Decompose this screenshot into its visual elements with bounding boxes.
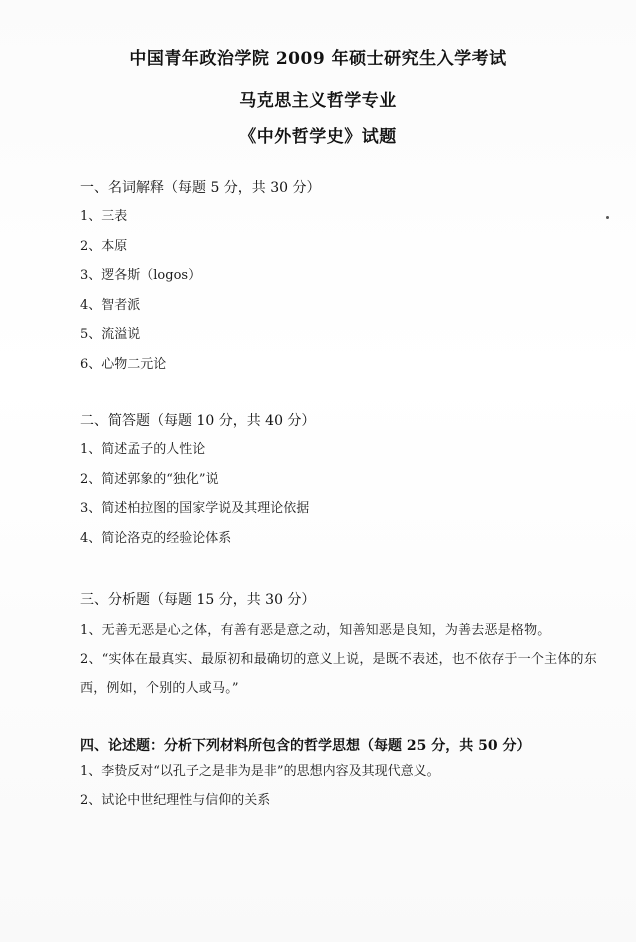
section-analysis <box>80 590 620 703</box>
question-item: 1、李贽反对“以孔子之是非为是非”的思想内容及其现代意义。 <box>80 764 440 779</box>
question-item: 6、心物二元论 <box>80 356 167 372</box>
question-item: 3、简述柏拉图的国家学说及其理论依据 <box>80 501 310 516</box>
question-item: 2、试论中世纪理性与信仰的关系 <box>80 793 271 808</box>
question-item: 1、三表 <box>80 209 128 224</box>
section-heading: 一、名词解释（每题 5 分，共 30 分） <box>80 180 321 196</box>
question-list <box>80 616 620 703</box>
exam-subject: 《中外哲学史》试题 <box>239 127 397 147</box>
question-item: 2、“实体在最真实、最原初和最确切的意义上说，是既不表述，也不依存于一个主体的东西，例如，个别的人或马。” <box>80 652 597 696</box>
scan-speck <box>606 216 609 219</box>
section-essay <box>80 736 620 820</box>
exam-major: 马克思主义哲学专业 <box>239 91 397 111</box>
question-list <box>80 440 620 558</box>
question-item: 3、逻各斯（logos） <box>80 268 202 283</box>
question-item: 4、简论洛克的经验论体系 <box>80 530 232 546</box>
section-heading: 四、论述题：分析下列材料所包含的哲学思想（每题 25 分，共 50 分） <box>80 738 531 754</box>
section-heading: 三、分析题（每题 15 分，共 30 分） <box>80 592 316 608</box>
section-short-answer <box>80 411 620 558</box>
question-list <box>80 207 620 384</box>
section-term-explanation <box>80 178 620 384</box>
exam-title: 中国青年政治学院 2009 年硕士研究生入学考试 <box>129 49 507 69</box>
section-heading: 二、简答题（每题 10 分，共 40 分） <box>80 413 316 429</box>
question-item: 5、流溢说 <box>80 327 141 342</box>
question-item: 2、本原 <box>80 238 128 254</box>
question-item: 2、简述郭象的“独化”说 <box>80 471 219 487</box>
question-item: 1、无善无恶是心之体，有善有恶是意之动，知善知恶是良知，为善去恶是格物。 <box>80 623 551 638</box>
question-item: 1、简述孟子的人性论 <box>80 442 206 457</box>
question-list <box>80 762 620 820</box>
question-item: 4、智者派 <box>80 297 141 313</box>
